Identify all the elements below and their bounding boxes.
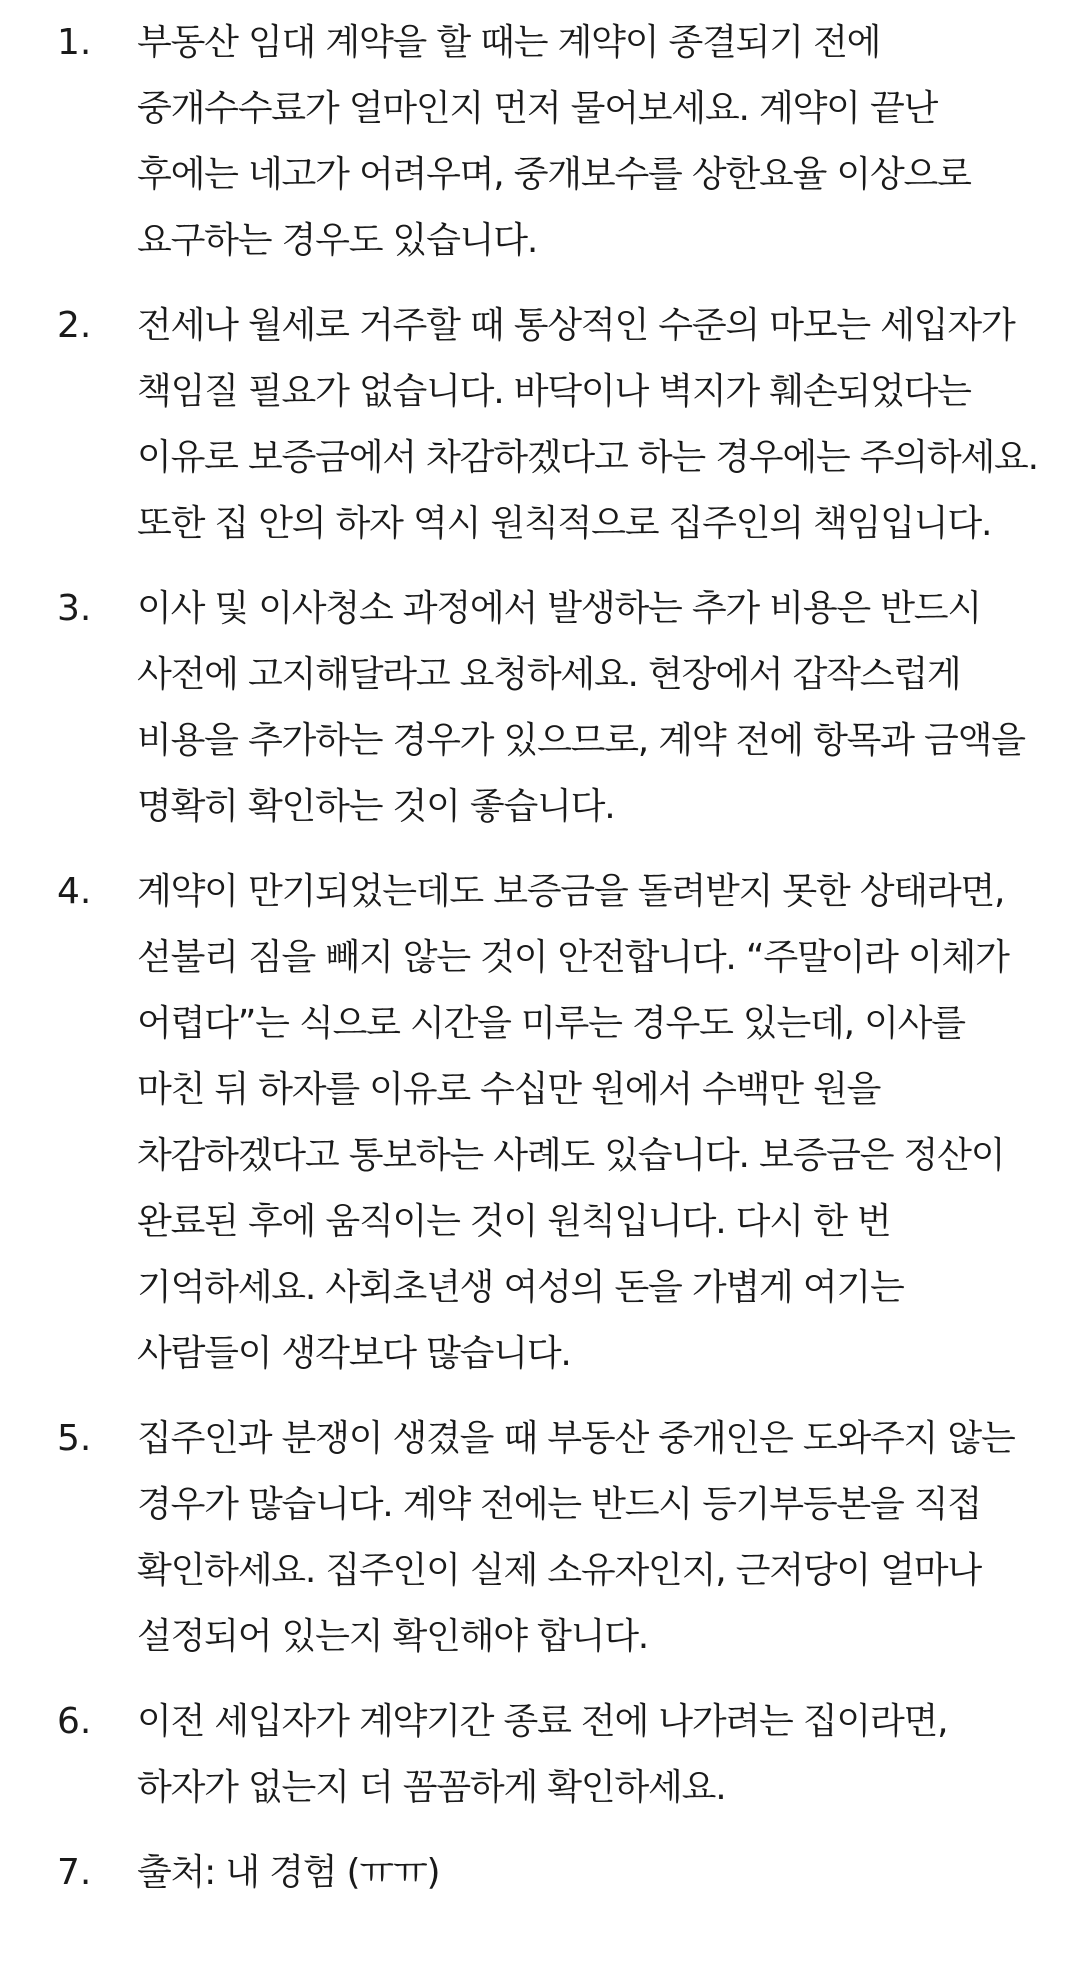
list-item-number: 3. bbox=[57, 588, 92, 629]
list-item-text: 출처: 내 경험 (ㅠㅠ) bbox=[137, 1852, 440, 1893]
list-item bbox=[0, 1689, 1080, 1821]
list-item bbox=[0, 1840, 1080, 1906]
list-item bbox=[0, 10, 1080, 274]
list-item-number: 4. bbox=[57, 871, 92, 912]
list-item-text: 이사 및 이사청소 과정에서 발생하는 추가 비용은 반드시 사전에 고지해달라고 요청하세요. 현장에서 갑작스럽게 비용을 추가하는 경우가 있으므로, 계약 전에 항목과 금액을 명확히 확인하는 것이 좋습니다. bbox=[137, 588, 1025, 827]
list-item bbox=[0, 293, 1080, 557]
tips-list bbox=[0, 10, 1080, 1906]
list-item-text: 이전 세입자가 계약기간 종료 전에 나가려는 집이라면, 하자가 없는지 더 꼼꼼하게 확인하세요. bbox=[137, 1701, 948, 1808]
list-item bbox=[0, 859, 1080, 1387]
list-item bbox=[0, 1406, 1080, 1670]
list-item-text: 계약이 만기되었는데도 보증금을 돌려받지 못한 상태라면, 섣불리 짐을 빼지 않는 것이 안전합니다. “주말이라 이체가 어렵다”는 식으로 시간을 미루는 경우도 있는데, 이사를 마친 뒤 하자를 이유로 수십만 원에서 수백만 원을 차감하겠다고 통보하는 사례도 있습니다. 보증금은 정산이 완료된 후에 움직이는 것이 원칙입니다. 다시 한 번 기억하세요. 사회초년생 여성의 돈을 가볍게 여기는 사람들이 생각보다 많습니다. bbox=[137, 871, 1009, 1374]
list-item-number: 6. bbox=[57, 1701, 92, 1742]
list-item-number: 2. bbox=[57, 305, 92, 346]
list-item-text: 집주인과 분쟁이 생겼을 때 부동산 중개인은 도와주지 않는 경우가 많습니다. 계약 전에는 반드시 등기부등본을 직접 확인하세요. 집주인이 실제 소유자인지, 근저당이 얼마나 설정되어 있는지 확인해야 합니다. bbox=[137, 1418, 1015, 1657]
list-item-number: 1. bbox=[57, 22, 92, 63]
list-item-text: 전세나 월세로 거주할 때 통상적인 수준의 마모는 세입자가 책임질 필요가 없습니다. 바닥이나 벽지가 훼손되었다는 이유로 보증금에서 차감하겠다고 하는 경우에는 주의하세요. 또한 집 안의 하자 역시 원칙적으로 집주인의 책임입니다. bbox=[137, 305, 1038, 544]
list-item-number: 5. bbox=[57, 1418, 92, 1459]
list-item bbox=[0, 576, 1080, 840]
list-item-text: 부동산 임대 계약을 할 때는 계약이 종결되기 전에 중개수수료가 얼마인지 먼저 물어보세요. 계약이 끝난 후에는 네고가 어려우며, 중개보수를 상한요율 이상으로 요구하는 경우도 있습니다. bbox=[137, 22, 971, 261]
list-item-number: 7. bbox=[57, 1852, 92, 1893]
